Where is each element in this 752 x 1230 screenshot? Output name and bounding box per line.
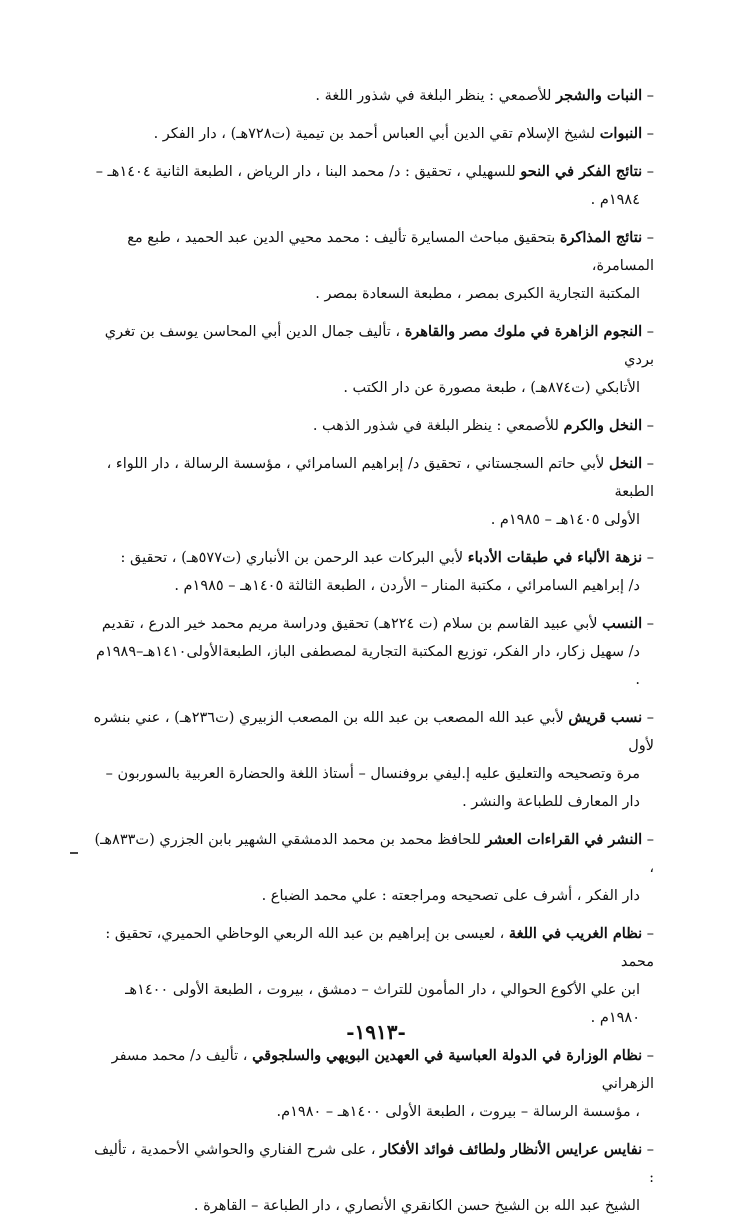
entry-continuation: ، مؤسسة الرسالة – بيروت ، الطبعة الأولى ١٤٠٠هـ – ١٩٨٠م. — [276, 1104, 640, 1120]
margin-mark — [70, 852, 78, 854]
bibliography-entry: – نزهة الألباء في طبقات الأدباء لأبي البركات عبد الرحمن بن الأنباري (ت٥٧٧هـ) ، تحقيق : د/ إبراهيم السامرائي ، مكتبة المنار – الأردن ، الطبعة الثالثة ١٤٠٥هـ – ١٩٨٥م . — [92, 544, 654, 600]
entry-text: ، تأليف جمال الدين أبي المحاسن يوسف بن تغري بردي — [104, 324, 654, 368]
bibliography-entry: – نتائج المذاكرة بتحقيق مباحث المسايرة تأليف : محمد محيي الدين عبد الحميد ، طبع مع المسامرة، المكتبة التجارية الكبرى بمصر ، مطبعة السعادة بمصر . — [92, 224, 654, 308]
bibliography-entry: – النشر في القراءات العشر للحافظ محمد بن محمد الدمشقي الشهير بابن الجزري (ت٨٣٣هـ) ، دار الفكر ، أشرف على تصحيحه ومراجعته : علي محمد الضباع . — [92, 826, 654, 910]
entry-title: نتائج الفكر في النحو — [520, 163, 643, 180]
entry-title: النخل والكرم — [563, 417, 643, 434]
entry-text: ، لعيسى بن إبراهيم بن عبد الله الربعي الوحاظي الحميري، تحقيق : محمد — [105, 926, 654, 970]
entry-title: النشر في القراءات العشر — [485, 831, 643, 848]
entry-text: لأبي البركات عبد الرحمن بن الأنباري (ت٥٧٧هـ) ، تحقيق : — [120, 550, 468, 566]
bibliography-entry: – النخل لأبي حاتم السجستاني ، تحقيق د/ إبراهيم السامرائي ، مؤسسة الرسالة ، دار اللواء ، الطبعة الأولى ١٤٠٥هـ – ١٩٨٥م . — [92, 450, 654, 534]
entry-text: لأبي عبد الله المصعب بن عبد الله بن المصعب الزبيري (ت٢٣٦هـ) ، عني بنشره لأول — [93, 710, 654, 754]
bibliography-entry: – نفايس عرايس الأنظار ولطائف فوائد الأفكار ، على شرح الفناري والحواشي الأحمدية ، تأليف : الشيخ عبد الله بن الشيخ حسن الكانقري الأنصاري ، دار الطباعة – القاهرة . — [92, 1136, 654, 1220]
entry-text: لشيخ الإسلام تقي الدين أبي العباس أحمد بن تيمية (ت٧٢٨هـ) ، دار الفكر . — [153, 126, 600, 142]
bibliography-entry: – النسب لأبي عبيد القاسم بن سلام (ت ٢٢٤هـ) تحقيق ودراسة مريم محمد خير الدرع ، تقديم د/ سهيل زكار، دار الفكر، توزيع المكتبة التجارية لمصطفى الباز، الطبعةالأولى١٤١٠هـ–١٩٨٩م . — [92, 610, 654, 694]
entry-text: لأبي حاتم السجستاني ، تحقيق د/ إبراهيم السامرائي ، مؤسسة الرسالة ، دار اللواء ، الطبعة — [106, 456, 654, 500]
bibliography-entry: – النبات والشجر للأصمعي : ينظر البلغة في شذور اللغة . — [315, 87, 654, 104]
entry-continuation: دار الفكر ، أشرف على تصحيحه ومراجعته : علي محمد الضباع . — [261, 888, 640, 904]
entry-title: النبوات — [599, 125, 643, 142]
entry-title: النبات والشجر — [556, 87, 643, 104]
entry-continuation: د/ إبراهيم السامرائي ، مكتبة المنار – الأردن ، الطبعة الثالثة ١٤٠٥هـ – ١٩٨٥م . — [174, 578, 640, 594]
entry-text: ، تأليف د/ محمد مسفر الزهراني — [111, 1048, 654, 1092]
page-number: -١٩١٣- — [346, 1020, 406, 1044]
entry-continuation: الشيخ عبد الله بن الشيخ حسن الكانقري الأنصاري ، دار الطباعة – القاهرة . — [193, 1198, 640, 1214]
entry-title: نتائج المذاكرة — [559, 229, 643, 246]
entry-text: لأبي عبيد القاسم بن سلام (ت ٢٢٤هـ) تحقيق ودراسة مريم محمد خير الدرع ، تقديم — [101, 616, 603, 632]
entry-continuation: ابن علي الأكوع الحوالي ، دار المأمون للتراث – دمشق ، بيروت ، الطبعة الأولى ١٤٠٠هـ ١٩٨٠م . — [125, 982, 640, 1026]
bibliography-list — [92, 82, 654, 1230]
bibliography-entry: – نظام الوزارة في الدولة العباسية في العهدين البويهي والسلجوقي ، تأليف د/ محمد مسفر الزهراني ، مؤسسة الرسالة – بيروت ، الطبعة الأولى ١٤٠٠هـ – ١٩٨٠م. — [92, 1042, 654, 1126]
entry-text: للأصمعي : ينظر البلغة في شذور الذهب . — [312, 418, 564, 434]
bibliography-entry: – نظام الغريب في اللغة ، لعيسى بن إبراهيم بن عبد الله الربعي الوحاظي الحميري، تحقيق : محمد ابن علي الأكوع الحوالي ، دار المأمون للتراث – دمشق ، بيروت ، الطبعة الأولى ١٤٠٠هـ ١٩٨٠م . — [92, 920, 654, 1032]
bibliography-entry: – نتائج الفكر في النحو للسهيلي ، تحقيق : د/ محمد البنا ، دار الرياض ، الطبعة الثانية ١٤٠٤هـ – ١٩٨٤م . — [92, 158, 654, 214]
entry-continuation: الأولى ١٤٠٥هـ – ١٩٨٥م . — [490, 512, 640, 528]
bibliography-entry: – النجوم الزاهرة في ملوك مصر والقاهرة ، تأليف جمال الدين أبي المحاسن يوسف بن تغري بردي الأتابكي (ت٨٧٤هـ) ، طبعة مصورة عن دار الكتب . — [92, 318, 654, 402]
entry-continuation: الأتابكي (ت٨٧٤هـ) ، طبعة مصورة عن دار الكتب . — [343, 380, 640, 396]
entry-continuation: د/ سهيل زكار، دار الفكر، توزيع المكتبة التجارية لمصطفى الباز، الطبعةالأولى١٤١٠هـ–١٩٨٩م . — [96, 644, 640, 688]
entry-title: النسب — [602, 615, 643, 632]
entry-text: للحافظ محمد بن محمد الدمشقي الشهير بابن الجزري (ت٨٣٣هـ) ، — [94, 832, 654, 876]
entry-text: للسهيلي ، تحقيق : د/ محمد البنا ، دار الرياض ، الطبعة الثانية ١٤٠٤هـ – — [95, 164, 521, 180]
entry-text: ، على شرح الفناري والحواشي الأحمدية ، تأليف : — [94, 1142, 654, 1186]
entry-continuation: ١٩٨٤م . — [590, 192, 640, 208]
entry-title: نزهة الألباء في طبقات الأدباء — [467, 549, 643, 566]
entry-text: للأصمعي : ينظر البلغة في شذور اللغة . — [315, 88, 557, 104]
entry-title: نظام الوزارة في الدولة العباسية في العهدين البويهي والسلجوقي — [252, 1047, 643, 1064]
entry-title: النخل — [608, 455, 643, 472]
entry-continuation: المكتبة التجارية الكبرى بمصر ، مطبعة السعادة بمصر . — [315, 286, 640, 302]
bibliography-entry: – النخل والكرم للأصمعي : ينظر البلغة في شذور الذهب . — [312, 417, 654, 434]
entry-title: نظام الغريب في اللغة — [508, 925, 643, 942]
entry-title: نفايس عرايس الأنظار ولطائف فوائد الأفكار — [380, 1141, 643, 1158]
entry-continuation: مرة وتصحيحه والتعليق عليه إ.ليفي بروفنسال – أستاذ اللغة والحضارة العربية بالسوربون – دار المعارف للطباعة والنشر . — [105, 766, 640, 810]
entry-title: نسب قريش — [568, 709, 643, 726]
bibliography-entry: – نسب قريش لأبي عبد الله المصعب بن عبد الله بن المصعب الزبيري (ت٢٣٦هـ) ، عني بنشره لأول مرة وتصحيحه والتعليق عليه إ.ليفي بروفنسال – أستاذ اللغة والحضارة العربية بالسوربون – دار المعارف للطباعة والنشر . — [92, 704, 654, 816]
bibliography-entry: – النبوات لشيخ الإسلام تقي الدين أبي العباس أحمد بن تيمية (ت٧٢٨هـ) ، دار الفكر . — [153, 125, 654, 142]
entry-text: بتحقيق مباحث المسايرة تأليف : محمد محيي الدين عبد الحميد ، طبع مع المسامرة، — [127, 230, 654, 274]
entry-title: النجوم الزاهرة في ملوك مصر والقاهرة — [404, 323, 643, 340]
